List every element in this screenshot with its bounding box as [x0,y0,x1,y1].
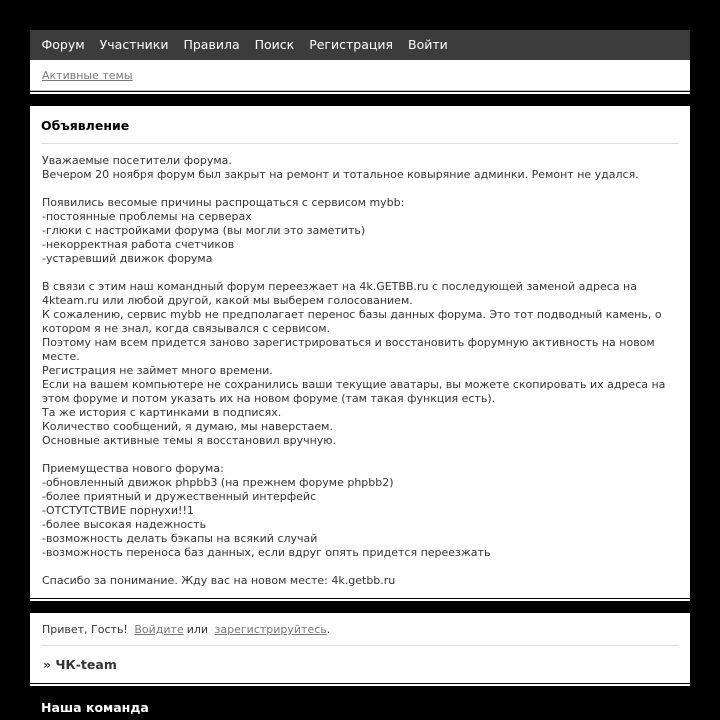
login-link[interactable]: Войдите [134,623,184,636]
announcement-line: -возможность делать бэкапы на всякий случай [42,532,318,545]
announcement-line: Уважаемые посетители форума. [42,154,232,167]
announcement-line: -более высокая надежность [42,518,207,531]
announcement-title: Объявление [41,106,679,144]
announcement-line: Вечером 20 ноября форум был закрыт на ремонт и тотальное ковыряние админки. Ремонт не удался. [42,168,639,181]
nav-search[interactable]: Поиск [254,37,295,52]
register-link[interactable]: зарегистрируйтесь [214,623,327,636]
announcement-line: Регистрация не займет много времени. [42,364,273,377]
nav-forum[interactable]: Форум [41,37,85,52]
announcement-line: Спасибо за понимание. Жду вас на новом месте: 4k.getbb.ru [42,574,396,587]
announcement-line: Если на вашем компьютере не сохранились ваши текущие аватары, вы можете скопировать их адреса на этом форуме и потом указать их на новом форуме (там такая функция есть). [42,378,666,405]
period-text: . [326,623,331,636]
announcement-line: -глюки с настройками форума (вы могли это заметить) [42,224,366,237]
announcement-line: Поэтому нам всем придется заново зарегистрироваться и восстановить форумную активность на новом месте. [42,336,655,363]
nav-rules[interactable]: Правила [183,37,240,52]
page-wrapper [30,30,690,715]
sub-nav [30,60,690,91]
announcement-line: Появились весомые причины распрощаться с сервисом mybb: [42,196,405,209]
paragraph-spacer [42,448,678,462]
announcement-line: -устаревший движок форума [42,252,213,265]
divider [30,684,690,686]
announcement-line: Основные активные темы я восстановил вручную. [42,434,337,447]
nav-members[interactable]: Участники [99,37,169,52]
paragraph-spacer [42,266,678,280]
category-title[interactable]: » ЧК-team [43,657,117,672]
announcement-line: -некорректная работа счетчиков [42,238,235,251]
team-title: Наша команда [41,700,149,715]
announcement-line: К сожалению, сервис mybb не предполагает перенос базы данных форума. Это тот подводный камень, о котором я не знал, когда связывался с сервисом. [42,308,662,335]
announcement-line: -ОТСТУТСТВИЕ порнухи!!1 [42,504,194,517]
announcement-line: -более приятный и дружественный интерфейс [42,490,317,503]
divider [30,92,690,94]
main-nav [30,30,690,60]
active-topics-link[interactable]: Активные темы [42,68,133,82]
announcement-line: -обновленный движок phpbb3 (на прежнем форуме phpbb2) [42,476,394,489]
announcement-line: Та же история с картинками в подписях. [42,406,282,419]
nav-login[interactable]: Войти [408,37,448,52]
announcement-line: -возможность переноса баз данных, если вдруг опять придется переезжать [42,546,491,559]
announcement-line: -постоянные проблемы на серверах [42,210,252,223]
announcement-line: Количество сообщений, я думаю, мы наверстаем. [42,420,333,433]
announcement-body [41,144,679,588]
welcome-panel [30,613,690,683]
announcement-line: В связи с этим наш командный форум переезжает на 4k.GETBB.ru с последующей заменой адреса на 4kteam.ru или любой другой, какой мы выберем голосованием. [42,280,637,307]
divider [30,599,690,601]
announcement-panel [30,106,690,598]
nav-register[interactable]: Регистрация [309,37,394,52]
or-text: или [186,623,209,636]
welcome-line [41,613,679,646]
greeting-text: Привет, Гость! [42,623,128,636]
paragraph-spacer [42,182,678,196]
paragraph-spacer [42,560,678,574]
announcement-line: Приемущества нового форума: [42,462,224,475]
